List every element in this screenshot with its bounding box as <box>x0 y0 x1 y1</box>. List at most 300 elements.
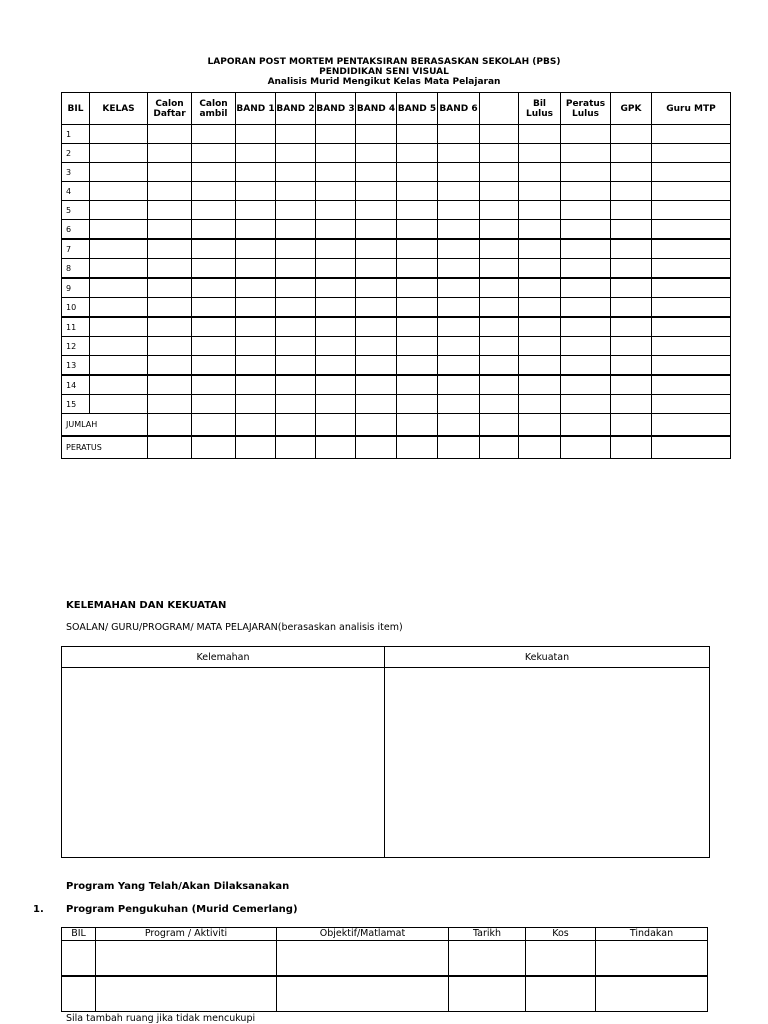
table-cell[interactable] <box>356 436 397 459</box>
table-cell[interactable] <box>316 317 356 337</box>
table-cell[interactable] <box>397 436 438 459</box>
table-cell[interactable] <box>236 337 276 356</box>
row-number: 1 <box>62 125 90 144</box>
table-row <box>62 201 731 220</box>
table-cell[interactable] <box>148 356 192 376</box>
table-cell[interactable] <box>480 337 519 356</box>
footer-label: JUMLAH <box>62 414 148 437</box>
table-cell[interactable] <box>192 356 236 376</box>
table-cell[interactable] <box>316 375 356 395</box>
table-cell[interactable] <box>276 375 316 395</box>
table-cell[interactable] <box>192 201 236 220</box>
table-cell[interactable] <box>397 298 438 318</box>
table-cell[interactable] <box>611 125 652 144</box>
table-cell[interactable] <box>519 163 561 182</box>
table-cell[interactable] <box>561 414 611 437</box>
table-cell[interactable] <box>561 436 611 459</box>
program-row <box>62 941 708 977</box>
prog-cell[interactable] <box>526 941 596 977</box>
table-cell[interactable] <box>438 395 480 414</box>
table-cell[interactable] <box>561 337 611 356</box>
weakness-strength-table <box>61 646 710 858</box>
kelemahan-cell[interactable] <box>62 668 385 858</box>
table-cell[interactable] <box>148 220 192 240</box>
table-cell[interactable] <box>519 239 561 259</box>
program-row <box>62 976 708 1012</box>
table-cell[interactable] <box>90 356 148 376</box>
table-cell[interactable] <box>438 201 480 220</box>
table-cell[interactable] <box>480 201 519 220</box>
table-cell[interactable] <box>611 414 652 437</box>
table-cell[interactable] <box>397 144 438 163</box>
table-cell[interactable] <box>236 163 276 182</box>
table-cell[interactable] <box>561 317 611 337</box>
table-cell[interactable] <box>480 220 519 240</box>
table-cell[interactable] <box>356 375 397 395</box>
prog-cell[interactable] <box>449 976 526 1012</box>
table-cell[interactable] <box>356 201 397 220</box>
table-cell[interactable] <box>356 220 397 240</box>
table-cell[interactable] <box>561 356 611 376</box>
table-cell[interactable] <box>397 414 438 437</box>
header-blank <box>480 93 519 125</box>
table-cell[interactable] <box>192 125 236 144</box>
table-cell[interactable] <box>316 144 356 163</box>
table-cell[interactable] <box>90 317 148 337</box>
table-cell[interactable] <box>438 436 480 459</box>
analysis-table <box>61 92 731 459</box>
table-cell[interactable] <box>276 395 316 414</box>
prog-cell[interactable] <box>96 941 277 977</box>
footer-label: PERATUS <box>62 436 148 459</box>
table-cell[interactable] <box>276 278 316 298</box>
table-cell[interactable] <box>192 182 236 201</box>
table-cell[interactable] <box>652 201 731 220</box>
table-cell[interactable] <box>519 436 561 459</box>
table-cell[interactable] <box>316 182 356 201</box>
table-cell[interactable] <box>236 317 276 337</box>
table-cell[interactable] <box>356 414 397 437</box>
table-cell[interactable] <box>438 317 480 337</box>
program-item-title: Program Pengukuhan (Murid Cemerlang) <box>66 904 298 915</box>
table-cell[interactable] <box>90 220 148 240</box>
table-cell[interactable] <box>519 259 561 279</box>
table-cell[interactable] <box>356 125 397 144</box>
row-number: 4 <box>62 182 90 201</box>
table-cell[interactable] <box>480 182 519 201</box>
row-number: 3 <box>62 163 90 182</box>
table-cell[interactable] <box>438 375 480 395</box>
table-cell[interactable] <box>438 356 480 376</box>
table-cell[interactable] <box>519 356 561 376</box>
table-row <box>62 125 731 144</box>
table-cell[interactable] <box>316 201 356 220</box>
table-cell[interactable] <box>519 337 561 356</box>
table-cell[interactable] <box>90 298 148 318</box>
prog-header-tarikh: Tarikh <box>449 928 526 941</box>
table-cell[interactable] <box>148 337 192 356</box>
table-cell[interactable] <box>316 220 356 240</box>
table-cell[interactable] <box>519 125 561 144</box>
table-cell[interactable] <box>611 298 652 318</box>
table-cell[interactable] <box>480 278 519 298</box>
table-cell[interactable] <box>652 220 731 240</box>
header-band-6: BAND 6 <box>438 93 480 125</box>
table-cell[interactable] <box>611 201 652 220</box>
table-cell[interactable] <box>236 201 276 220</box>
table-cell[interactable] <box>192 278 236 298</box>
table-cell[interactable] <box>397 375 438 395</box>
prog-cell[interactable] <box>449 941 526 977</box>
table-cell[interactable] <box>561 163 611 182</box>
header-band-4: BAND 4 <box>356 93 397 125</box>
table-cell[interactable] <box>316 337 356 356</box>
section-kk-subheading: SOALAN/ GURU/PROGRAM/ MATA PELAJARAN(berasaskan analisis item) <box>66 622 403 633</box>
table-cell[interactable] <box>611 317 652 337</box>
table-cell[interactable] <box>316 414 356 437</box>
table-cell[interactable] <box>148 414 192 437</box>
table-cell[interactable] <box>652 239 731 259</box>
table-cell[interactable] <box>236 182 276 201</box>
table-cell[interactable] <box>561 259 611 279</box>
table-cell[interactable] <box>652 414 731 437</box>
prog-header-objektif: Objektif/Matlamat <box>277 928 449 941</box>
table-cell[interactable] <box>480 436 519 459</box>
header-band-3: BAND 3 <box>316 93 356 125</box>
table-cell[interactable] <box>148 182 192 201</box>
table-cell[interactable] <box>480 144 519 163</box>
table-cell[interactable] <box>480 395 519 414</box>
prog-cell[interactable] <box>596 941 708 977</box>
table-cell[interactable] <box>236 436 276 459</box>
table-cell[interactable] <box>148 259 192 279</box>
table-cell[interactable] <box>438 220 480 240</box>
table-cell[interactable] <box>397 201 438 220</box>
table-cell[interactable] <box>438 239 480 259</box>
table-cell[interactable] <box>148 395 192 414</box>
prog-cell[interactable] <box>277 976 449 1012</box>
table-cell[interactable] <box>438 337 480 356</box>
table-cell[interactable] <box>397 395 438 414</box>
table-cell[interactable] <box>148 317 192 337</box>
table-cell[interactable] <box>236 356 276 376</box>
table-cell[interactable] <box>397 259 438 279</box>
table-cell[interactable] <box>236 414 276 437</box>
table-cell[interactable] <box>276 317 316 337</box>
table-cell[interactable] <box>192 144 236 163</box>
table-cell[interactable] <box>611 337 652 356</box>
header-bil-lulus: Bil Lulus <box>519 93 561 125</box>
table-cell[interactable] <box>276 337 316 356</box>
row-number: 9 <box>62 278 90 298</box>
table-cell[interactable] <box>90 144 148 163</box>
table-row <box>62 298 731 318</box>
table-cell[interactable] <box>438 144 480 163</box>
table-cell[interactable] <box>192 220 236 240</box>
table-cell[interactable] <box>611 239 652 259</box>
table-row <box>62 317 731 337</box>
table-row <box>62 337 731 356</box>
table-cell[interactable] <box>438 163 480 182</box>
table-cell[interactable] <box>561 220 611 240</box>
prog-cell[interactable] <box>96 976 277 1012</box>
table-cell[interactable] <box>276 259 316 279</box>
table-cell[interactable] <box>397 337 438 356</box>
footer-row <box>62 414 731 437</box>
prog-cell[interactable] <box>62 941 96 977</box>
report-subtitle: Analisis Murid Mengikut Kelas Mata Pelajaran <box>267 77 501 87</box>
table-cell[interactable] <box>148 125 192 144</box>
table-cell[interactable] <box>90 395 148 414</box>
table-cell[interactable] <box>561 125 611 144</box>
table-cell[interactable] <box>316 259 356 279</box>
table-cell[interactable] <box>356 239 397 259</box>
table-cell[interactable] <box>316 356 356 376</box>
table-cell[interactable] <box>276 414 316 437</box>
prog-header-program: Program / Aktiviti <box>96 928 277 941</box>
table-cell[interactable] <box>192 375 236 395</box>
table-cell[interactable] <box>316 239 356 259</box>
table-row <box>62 375 731 395</box>
table-cell[interactable] <box>356 278 397 298</box>
prog-header-bil: BIL <box>62 928 96 941</box>
table-cell[interactable] <box>236 298 276 318</box>
table-cell[interactable] <box>611 182 652 201</box>
table-cell[interactable] <box>480 298 519 318</box>
table-cell[interactable] <box>611 395 652 414</box>
table-cell[interactable] <box>236 259 276 279</box>
table-cell[interactable] <box>397 239 438 259</box>
table-cell[interactable] <box>236 239 276 259</box>
table-cell[interactable] <box>561 239 611 259</box>
table-cell[interactable] <box>90 125 148 144</box>
table-cell[interactable] <box>652 298 731 318</box>
table-cell[interactable] <box>236 144 276 163</box>
table-cell[interactable] <box>316 278 356 298</box>
table-cell[interactable] <box>438 125 480 144</box>
table-cell[interactable] <box>652 436 731 459</box>
table-cell[interactable] <box>611 356 652 376</box>
table-cell[interactable] <box>276 163 316 182</box>
table-row <box>62 356 731 376</box>
table-cell[interactable] <box>276 436 316 459</box>
table-cell[interactable] <box>519 317 561 337</box>
table-cell[interactable] <box>652 144 731 163</box>
table-cell[interactable] <box>276 201 316 220</box>
table-cell[interactable] <box>561 182 611 201</box>
table-cell[interactable] <box>561 278 611 298</box>
table-cell[interactable] <box>192 395 236 414</box>
table-cell[interactable] <box>480 356 519 376</box>
add-space-note: Sila tambah ruang jika tidak mencukupi <box>66 1013 256 1024</box>
table-cell[interactable] <box>611 144 652 163</box>
table-cell[interactable] <box>438 278 480 298</box>
table-cell[interactable] <box>438 298 480 318</box>
table-cell[interactable] <box>438 414 480 437</box>
table-cell[interactable] <box>356 182 397 201</box>
table-cell[interactable] <box>192 298 236 318</box>
table-cell[interactable] <box>397 163 438 182</box>
table-cell[interactable] <box>519 395 561 414</box>
table-cell[interactable] <box>356 259 397 279</box>
table-cell[interactable] <box>276 182 316 201</box>
table-cell[interactable] <box>192 414 236 437</box>
table-cell[interactable] <box>316 298 356 318</box>
header-guru-mtp: Guru MTP <box>652 93 731 125</box>
table-cell[interactable] <box>236 375 276 395</box>
table-cell[interactable] <box>652 278 731 298</box>
table-cell[interactable] <box>236 125 276 144</box>
table-cell[interactable] <box>90 337 148 356</box>
table-cell[interactable] <box>480 317 519 337</box>
table-cell[interactable] <box>316 125 356 144</box>
table-cell[interactable] <box>192 163 236 182</box>
table-cell[interactable] <box>356 356 397 376</box>
table-cell[interactable] <box>652 356 731 376</box>
table-cell[interactable] <box>316 163 356 182</box>
header-band-5: BAND 5 <box>397 93 438 125</box>
table-cell[interactable] <box>90 239 148 259</box>
table-cell[interactable] <box>652 375 731 395</box>
header-gpk: GPK <box>611 93 652 125</box>
report-subject: PENDIDIKAN SENI VISUAL <box>319 67 449 77</box>
table-cell[interactable] <box>148 201 192 220</box>
table-cell[interactable] <box>561 298 611 318</box>
table-cell[interactable] <box>438 182 480 201</box>
table-cell[interactable] <box>397 356 438 376</box>
table-cell[interactable] <box>397 182 438 201</box>
header-calon-ambil: Calon ambil <box>192 93 236 125</box>
table-cell[interactable] <box>236 395 276 414</box>
table-cell[interactable] <box>519 144 561 163</box>
prog-header-tindakan: Tindakan <box>596 928 708 941</box>
table-cell[interactable] <box>519 278 561 298</box>
table-cell[interactable] <box>561 375 611 395</box>
table-cell[interactable] <box>148 163 192 182</box>
table-cell[interactable] <box>356 163 397 182</box>
table-row <box>62 144 731 163</box>
table-cell[interactable] <box>480 239 519 259</box>
table-cell[interactable] <box>611 163 652 182</box>
table-cell[interactable] <box>561 201 611 220</box>
table-cell[interactable] <box>316 395 356 414</box>
prog-cell[interactable] <box>526 976 596 1012</box>
table-cell[interactable] <box>276 220 316 240</box>
table-cell[interactable] <box>438 259 480 279</box>
table-cell[interactable] <box>652 125 731 144</box>
table-cell[interactable] <box>276 125 316 144</box>
table-cell[interactable] <box>397 125 438 144</box>
table-cell[interactable] <box>652 259 731 279</box>
row-number: 11 <box>62 317 90 337</box>
table-cell[interactable] <box>148 278 192 298</box>
table-cell[interactable] <box>611 436 652 459</box>
table-cell[interactable] <box>356 337 397 356</box>
table-cell[interactable] <box>397 317 438 337</box>
table-cell[interactable] <box>276 298 316 318</box>
table-cell[interactable] <box>90 201 148 220</box>
header-calon-daftar: Calon Daftar <box>148 93 192 125</box>
table-cell[interactable] <box>652 182 731 201</box>
table-cell[interactable] <box>192 317 236 337</box>
table-cell[interactable] <box>148 144 192 163</box>
table-cell[interactable] <box>611 220 652 240</box>
row-number: 7 <box>62 239 90 259</box>
kekuatan-cell[interactable] <box>385 668 710 858</box>
footer-row <box>62 436 731 459</box>
row-number: 15 <box>62 395 90 414</box>
table-cell[interactable] <box>652 337 731 356</box>
prog-cell[interactable] <box>62 976 96 1012</box>
table-cell[interactable] <box>480 259 519 279</box>
table-cell[interactable] <box>356 317 397 337</box>
table-cell[interactable] <box>480 414 519 437</box>
row-number: 14 <box>62 375 90 395</box>
table-row <box>62 220 731 240</box>
table-cell[interactable] <box>561 144 611 163</box>
table-cell[interactable] <box>192 337 236 356</box>
table-cell[interactable] <box>652 395 731 414</box>
table-cell[interactable] <box>356 395 397 414</box>
table-cell[interactable] <box>148 239 192 259</box>
table-cell[interactable] <box>356 298 397 318</box>
table-cell[interactable] <box>652 317 731 337</box>
table-row <box>62 163 731 182</box>
table-cell[interactable] <box>276 239 316 259</box>
table-cell[interactable] <box>611 375 652 395</box>
table-cell[interactable] <box>148 375 192 395</box>
table-cell[interactable] <box>652 163 731 182</box>
table-cell[interactable] <box>276 144 316 163</box>
table-cell[interactable] <box>90 259 148 279</box>
table-cell[interactable] <box>611 278 652 298</box>
table-cell[interactable] <box>316 436 356 459</box>
table-cell[interactable] <box>480 125 519 144</box>
table-cell[interactable] <box>192 436 236 459</box>
table-cell[interactable] <box>236 220 276 240</box>
table-cell[interactable] <box>480 163 519 182</box>
table-cell[interactable] <box>519 201 561 220</box>
table-cell[interactable] <box>519 414 561 437</box>
table-cell[interactable] <box>356 144 397 163</box>
table-cell[interactable] <box>397 278 438 298</box>
table-cell[interactable] <box>519 298 561 318</box>
row-number: 2 <box>62 144 90 163</box>
table-cell[interactable] <box>276 356 316 376</box>
table-cell[interactable] <box>611 259 652 279</box>
row-number: 10 <box>62 298 90 318</box>
prog-cell[interactable] <box>596 976 708 1012</box>
table-cell[interactable] <box>236 278 276 298</box>
table-cell[interactable] <box>90 182 148 201</box>
table-cell[interactable] <box>561 395 611 414</box>
table-cell[interactable] <box>192 239 236 259</box>
table-cell[interactable] <box>90 375 148 395</box>
table-cell[interactable] <box>397 220 438 240</box>
table-cell[interactable] <box>148 436 192 459</box>
table-cell[interactable] <box>148 298 192 318</box>
table-cell[interactable] <box>192 259 236 279</box>
table-cell[interactable] <box>480 375 519 395</box>
table-cell[interactable] <box>90 278 148 298</box>
table-cell[interactable] <box>519 375 561 395</box>
table-cell[interactable] <box>519 182 561 201</box>
table-cell[interactable] <box>90 163 148 182</box>
prog-cell[interactable] <box>277 941 449 977</box>
row-number: 6 <box>62 220 90 240</box>
table-cell[interactable] <box>519 220 561 240</box>
row-number: 5 <box>62 201 90 220</box>
